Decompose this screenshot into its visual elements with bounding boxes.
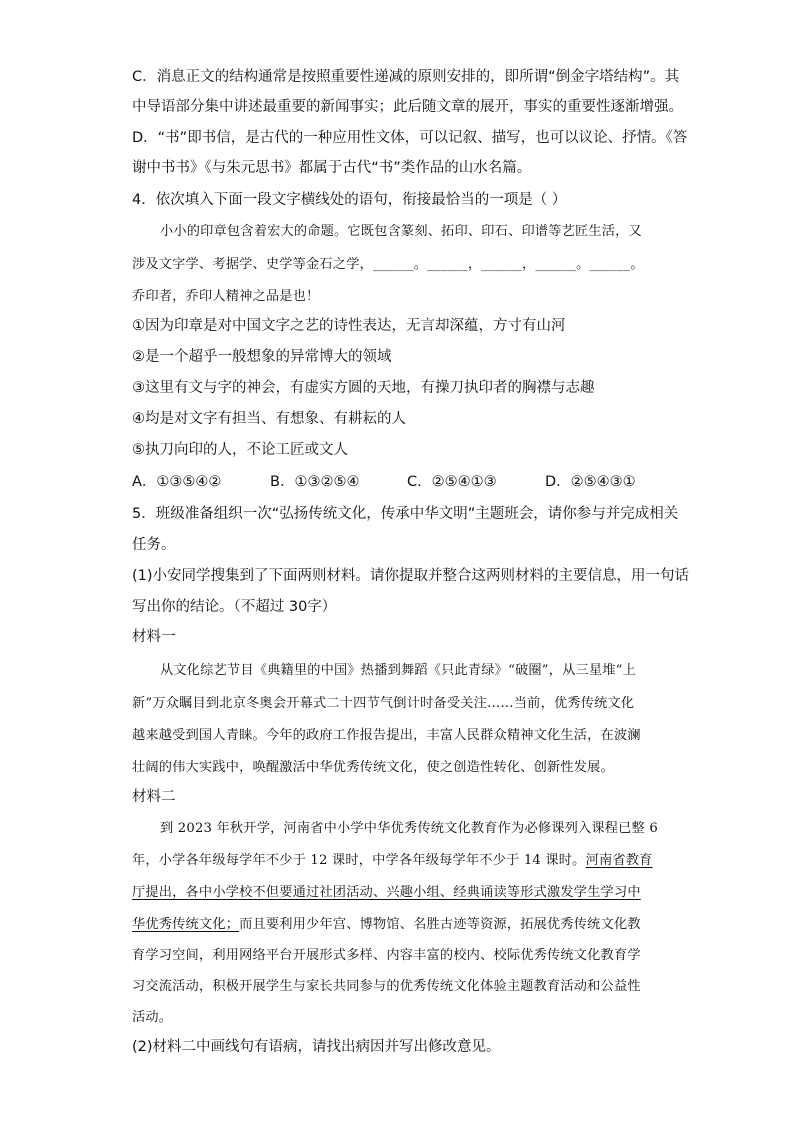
q5-stem-line2: 任务。 [132,537,176,553]
material2-underlined-sentence-start: 河南省教育 [585,853,653,868]
material2-line5: 育学习空间，利用网络平台开展形式多样、内容丰富的校内、校际优秀传统文化教育学 [132,948,641,963]
q4-item-3: ③这里有文与字的神会，有虚实方圆的天地，有操刀执印者的胸襟与志趣 [132,380,595,396]
q4-option-c: C．②⑤④①③ [407,474,497,490]
q3-option-c-line1: C．消息正文的结构通常是按照重要性递减的原则安排的，即所谓“倒金字塔结构”。其 [132,69,680,85]
q4-passage-line1: 小小的印章包含着宏大的命题。它既包含篆刻、拓印、印石、印谱等艺匠生活，又 [160,224,642,239]
q5-sub1-line2: 写出你的结论。（不超过 30字） [132,599,337,615]
q5-sub2: (2)材料二中画线句有语病，请找出病因并写出修改意见。 [132,1039,501,1055]
q4-option-b: B．①③②⑤④ [270,474,360,490]
q4-stem: 4．依次填入下面一段文字横线处的语句，衔接最恰当的一项是（ ） [132,192,567,208]
material1-line1: 从文化综艺节目《典籍里的中国》热播到舞蹈《只此青绿》“破圈”，从三星堆“上 [160,663,636,678]
q4-item-4: ④均是对文字有担当、有想象、有耕耘的人 [132,411,406,427]
q4-item-5: ⑤执刀向印的人，不论工匠或文人 [132,442,348,458]
q5-stem-line1: 5．班级准备组织一次“弘扬传统文化，传承中华文明”主题班会，请你参与并完成相关 [132,506,679,522]
q4-option-a: A．①③⑤④② [132,474,222,490]
q4-passage-line3: 乔印者，乔印人精神之品是也！ [132,289,320,304]
q5-sub1-line1: (1)小安同学搜集到了下面两则材料。请你提取并整合这两则材料的主要信息，用一句话 [132,568,690,584]
q4-option-d: D．②⑤④③① [545,474,636,490]
material1-title: 材料一 [132,629,176,645]
material2-line4 [132,915,672,935]
material2-title: 材料二 [132,789,176,805]
q4-item-2: ②是一个超乎一般想象的异常博大的领域 [132,349,392,365]
q4-item-1: ①因为印章是对中国文字之艺的诗性表达，无言却深蕴，方寸有山河 [132,318,566,334]
material2-line2 [132,851,672,871]
material2-underlined-sentence-end: 华优秀传统文化； [132,917,240,932]
material1-line2: 新”万众瞩目到北京冬奥会开幕式二十四节气倒计时备受关注……当前，优秀传统文化 [132,696,635,711]
q3-option-c-line2: 中导语部分集中讲述最重要的新闻事实；此后随文章的展开，事实的重要性逐渐增强。 [132,99,683,115]
material1-line3: 越来越受到国人青睐。今年的政府工作报告提出，丰富人民群众精神文化生活，在波澜 [132,728,641,743]
material2-line7: 活动。 [132,1010,173,1025]
material2-line6: 习交流活动，积极开展学生与家长共同参与的优秀传统文化体验主题教育活动和公益性 [132,979,641,994]
q3-option-d-line2: 谢中书书》《与朱元思书》都属于古代“书”类作品的山水名篇。 [132,160,532,176]
material1-line4: 壮阔的伟大实践中，唤醒激活中华优秀传统文化，使之创造性转化、创新性发展。 [132,760,614,775]
material2-underlined-line3: 厅提出，各中小学校不但要通过社团活动、兴趣小组、经典诵读等形式激发学生学习中 [132,885,641,900]
material2-line4-text: 而且要利用少年宫、博物馆、名胜古迹等资源，拓展优秀传统文化教 [239,917,641,932]
q4-answer-options [132,472,672,492]
material2-line2-text: 年，小学各年级每学年不少于 12 课时，中学各年级每学年不少于 14 课时。 [132,853,586,868]
q3-option-d-line1: D．“书”即书信，是古代的一种应用性文体，可以记叙、描写，也可以议论、抒情。《答 [132,130,688,146]
q4-passage-line2: 涉及文字学、考据学、史学等金石之学，______。______，______，______。______。 [132,257,644,272]
material2-line1: 到 2023 年秋开学，河南省中小学中华优秀传统文化教育作为必修课列入课程已整 6 [160,821,658,836]
